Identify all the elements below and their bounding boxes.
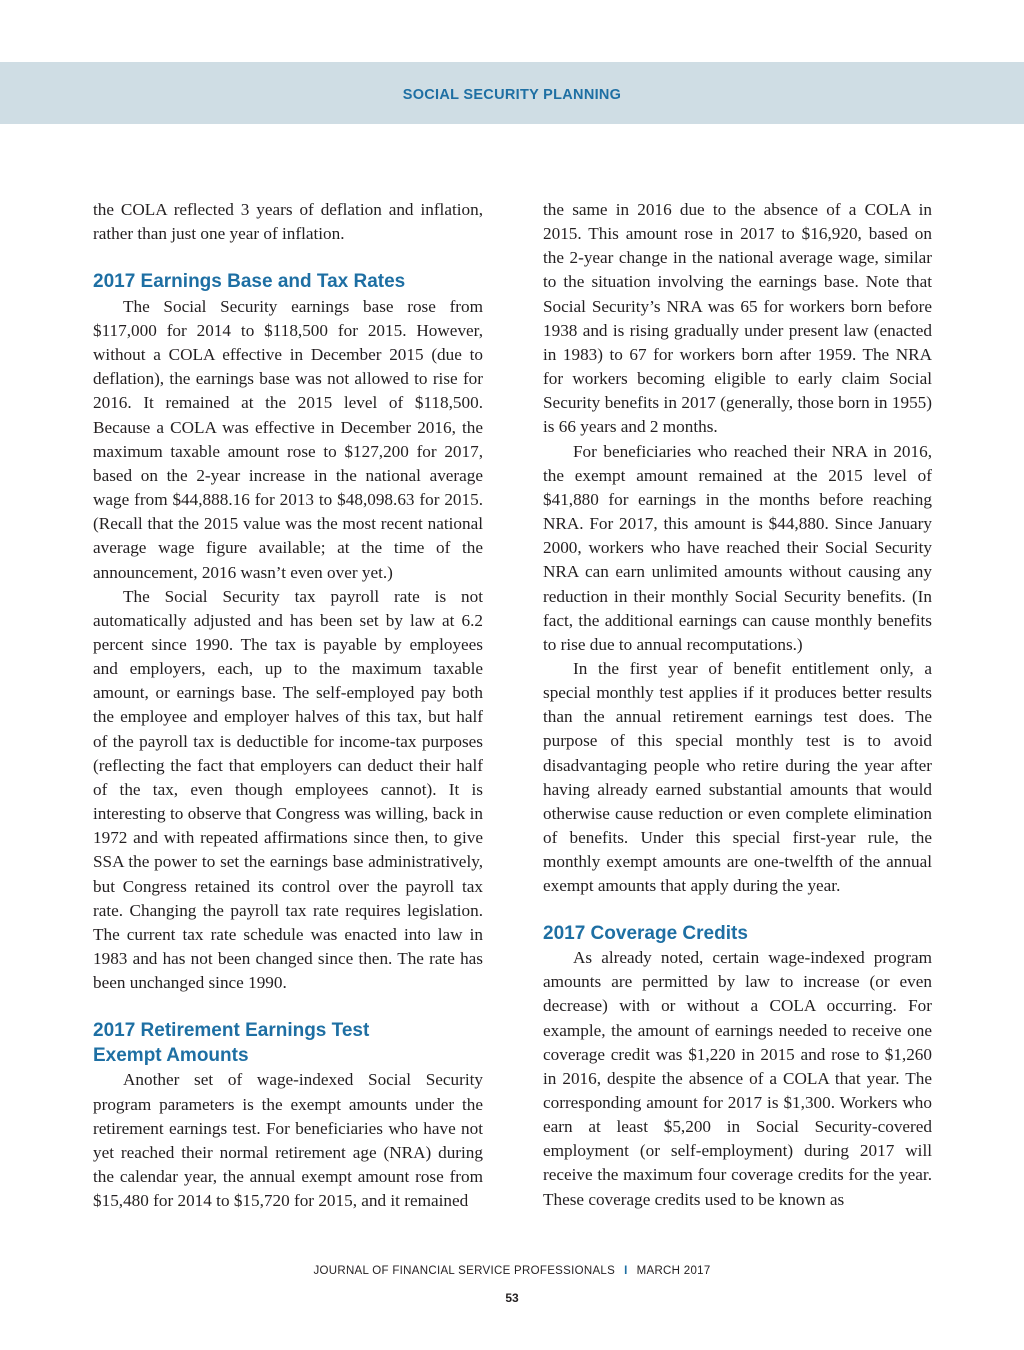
paragraph-payroll-tax: The Social Security tax payroll rate is not automatically adjusted and has been set by law at 6.2 percent since 1990. The tax is payable by employees and employers, each, up to the maximum taxable amount, or earnings base. The self-employed pay both the employee and employer halves of this tax, but half of the payroll tax is deductible for income-tax purposes (reflecting the fact that employers can deduct their half of the tax, even though employees cannot). It is interesting to observe that Congress was willing, back in 1972 and with repeated affirmations since then, to give SSA the power to set the earnings base administratively, but Congress retained its control over the payroll tax rate. Changing the payroll tax rate requires legislation. The current tax rate schedule was enacted into law in 1983 and has not been changed since then. The rate has been unchanged since 1990.	[93, 586, 483, 993]
left-column	[93, 198, 483, 1213]
heading-earnings-base: 2017 Earnings Base and Tax Rates	[93, 271, 406, 293]
issue-date: MARCH 2017	[636, 1265, 711, 1277]
paragraph-coverage-credits: As already noted, certain wage-indexed program amounts are permitted by law to increase (or even decrease) with or without a COLA occurring. For example, the amount of earnings needed to receive one coverage credit was $1,220 in 2015 and rose to $1,260 in 2016, despite the absence of a COLA that year. The corresponding amount for 2017 is $1,300. Workers who earn at least $5,200 in Social Security-covered employment (or self-employment) during 2017 will receive the maximum four coverage credits for the year. These coverage credits used to be known as	[543, 948, 932, 1209]
page-number: 53	[505, 1291, 519, 1305]
paragraph-continued: the same in 2016 due to the absence of a COLA in 2015. This amount rose in 2017 to $16,920, based on the 2-year change in the national average wage, similar to the situation involving the earnings base. Note that Social Security’s NRA was 65 for workers born before 1938 and is rising gradually under present law (enacted in 1983) to 67 for workers born after 1959. The NRA for workers becoming eligible to early claim Social Security benefits in 2017 (generally, those born in 1955) is 66 years and 2 months.	[543, 200, 932, 437]
section-title: SOCIAL SECURITY PLANNING	[402, 87, 622, 103]
journal-name: JOURNAL OF FINANCIAL SERVICE PROFESSIONALS	[313, 1265, 616, 1277]
footer	[0, 1264, 1024, 1278]
right-column	[543, 198, 932, 1212]
paragraph-first-year: In the first year of benefit entitlement only, a special monthly test applies if it produces better results than the annual retirement earnings test does. The purpose of this special monthly test is to avoid disadvantaging people who retire during the year after having already earned substantial amounts that would otherwise cause reduction or even complete elimination of benefits. Under this special first-year rule, the monthly exempt amounts are one-twelfth of the annual exempt amounts that apply during the year.	[543, 658, 932, 896]
paragraph-nra-2016: For beneficiaries who reached their NRA in 2016, the exempt amount remained at the 2015 level of $41,880 for earnings in the months before reaching NRA. For 2017, this amount is $44,880. Since January 2000, workers who have reached their Social Security NRA can earn unlimited amounts without causing any reduction in their monthly Social Security benefits. (In fact, the additional earnings can cause monthly benefits to rise due to annual recomputations.)	[543, 441, 932, 654]
paragraph-retirement-test: Another set of wage-indexed Social Security program parameters is the exempt amounts under the retirement earnings test. For beneficiaries who have not yet reached their normal retirement age (NRA) during the calendar year, the annual exempt amount rose from $15,480 for 2014 to $15,720 for 2015, and it remained	[93, 1070, 483, 1211]
heading-retirement-test: 2017 Retirement Earnings Test Exempt Amounts	[93, 1020, 370, 1066]
paragraph-earnings-base: The Social Security earnings base rose from $117,000 for 2014 to $118,500 for 2015. However, without a COLA effective in December 2015 (due to deflation), the earnings base was not allowed to rise for 2016. It remained at the 2015 level of $118,500. Because a COLA was effective in December 2016, the maximum taxable amount rose to $127,200 for 2017, based on the 2-year increase in the national average wage from $44,888.16 for 2013 to $48,098.63 for 2015. (Recall that the 2015 value was the most recent national average wage figure available; at the time of the announcement, 2016 wasn’t even over yet.)	[93, 296, 483, 582]
paragraph-continued: the COLA reflected 3 years of deflation and inflation, rather than just one year of inflation.	[93, 200, 483, 244]
heading-coverage-credits: 2017 Coverage Credits	[543, 922, 748, 944]
footer-separator: I	[624, 1265, 628, 1277]
